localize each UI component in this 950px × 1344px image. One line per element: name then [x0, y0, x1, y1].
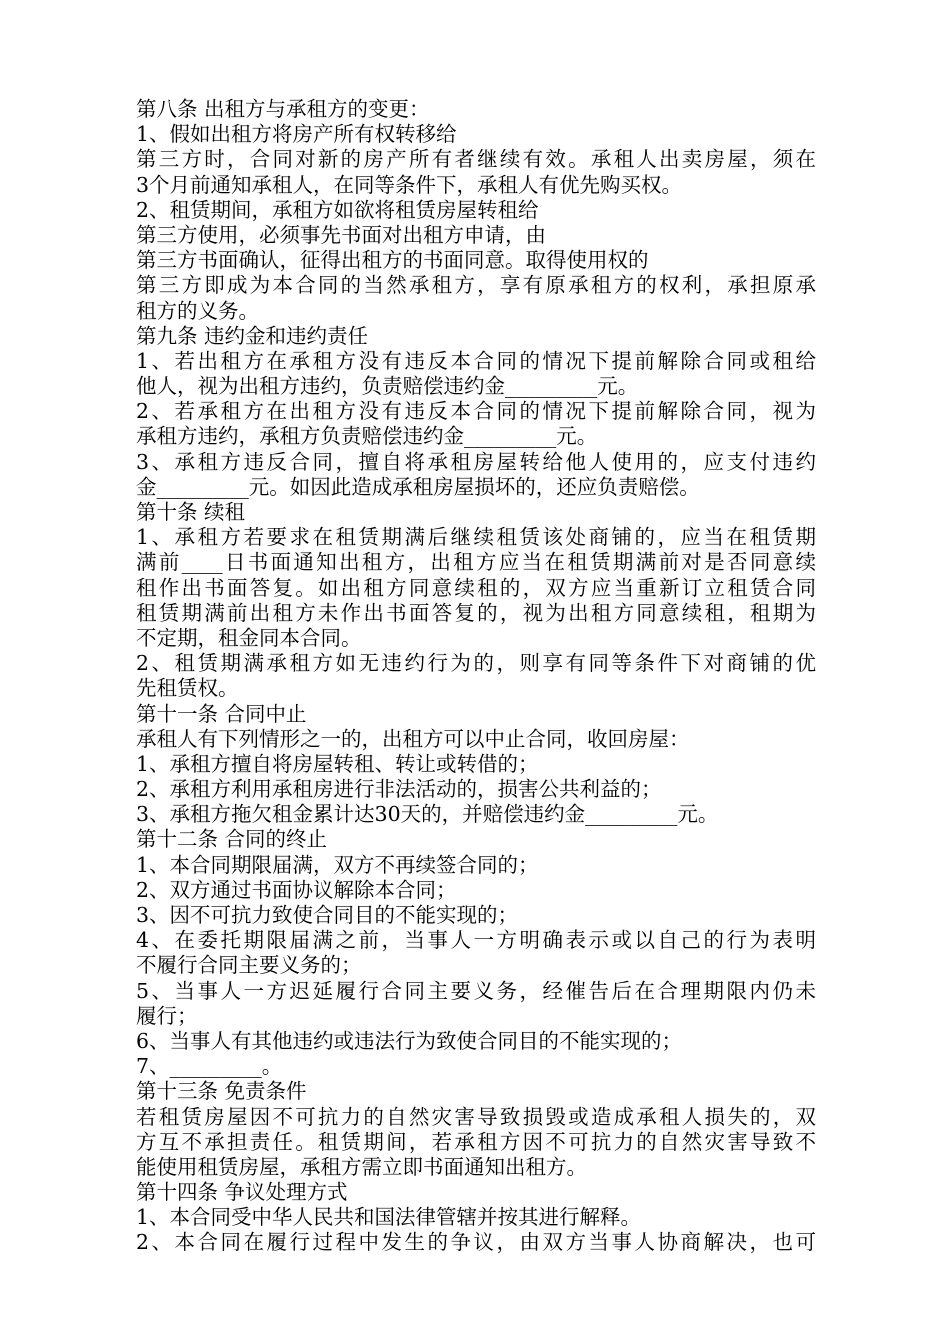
document-line: 第十四条 争议处理方式: [136, 1180, 348, 1205]
document-line: 承租方违约，承租方负责赔偿违约金_________元。: [136, 424, 598, 449]
document-line: 先租赁权。: [136, 676, 239, 701]
document-body: [136, 97, 816, 1256]
document-line: 第八条 出租方与承租方的变更：: [136, 97, 430, 121]
document-line: 1、承租方擅自将房屋转租、转让或转借的；: [136, 751, 539, 776]
document-line: 能使用租赁房屋，承租方需立即书面通知出租方。: [136, 1154, 587, 1179]
document-line: 履行；: [136, 1003, 198, 1028]
document-line: 不履行合同主要义务的；: [136, 953, 362, 978]
document-line: 他人，视为出租方违约，负责赔偿违约金_________元。: [136, 374, 639, 399]
document-line: 2、本合同在履行过程中发生的争议，由双方当事人协商解决，也可: [136, 1230, 816, 1255]
document-line: 第三方书面确认，征得出租方的书面同意。取得使用权的: [136, 248, 649, 273]
document-line: 2、若承租方在出租方没有违反本合同的情况下提前解除合同，视为: [136, 399, 816, 424]
document-line: 2、租赁期间，承租方如欲将租赁房屋转租给: [136, 197, 539, 222]
document-line: 3个月前通知承租人，在同等条件下，承租人有优先购买权。: [136, 172, 683, 197]
document-line: 金_________元。如因此造成承租房屋损坏的，还应负责赔偿。: [136, 474, 700, 499]
document-line: 承租人有下列情形之一的，出租方可以中止合同，收回房屋：: [136, 726, 690, 751]
document-line: 1、承租方若要求在租赁期满后继续租赁该处商铺的，应当在租赁期: [136, 525, 816, 550]
document-line: 第十一条 合同中止: [136, 701, 307, 726]
document-line: 2、租赁期满承租方如无违约行为的，则享有同等条件下对商铺的优: [136, 651, 816, 676]
document-line: 第九条 违约金和违约责任: [136, 323, 369, 348]
document-line: 3、因不可抗力致使合同目的不能实现的；: [136, 903, 519, 927]
document-line: 5、当事人一方迟延履行合同主要义务，经催告后在合理期限内仍未: [136, 978, 816, 1003]
document-line: 租作出书面答复。如出租方同意续租的，双方应当重新订立租赁合同: [136, 575, 816, 600]
document-line: 租方的义务。: [136, 298, 259, 323]
document-line: 3、承租方拖欠租金累计达30天的，并赔偿违约金_________元。: [136, 802, 719, 827]
document-line: 2、承租方利用承租房进行非法活动的，损害公共利益的；: [136, 777, 662, 802]
document-line: 3、承租方违反合同，擅自将承租房屋转给他人使用的，应支付违约: [136, 449, 816, 474]
document-line: 第三方时，合同对新的房产所有者继续有效。承租人出卖房屋，须在: [136, 147, 816, 172]
document-line: 1、假如出租方将房产所有权转移给: [136, 122, 457, 147]
document-line: 2、双方通过书面协议解除本合同；: [136, 877, 457, 902]
document-line: 第十条 续租: [136, 500, 246, 524]
document-line: 7、_________。: [136, 1054, 283, 1079]
document-line: 1、若出租方在承租方没有违反本合同的情况下提前解除合同或租给: [136, 348, 816, 373]
document-line: 方互不承担责任。租赁期间，若承租方因不可抗力的自然灾害导致不: [136, 1129, 816, 1154]
document-line: 若租赁房屋因不可抗力的自然灾害导致损毁或造成承租人损失的，双: [136, 1104, 816, 1129]
document-line: 第三方即成为本合同的当然承租方，享有原承租方的权利，承担原承: [136, 273, 816, 298]
document-line: 第十三条 免责条件: [136, 1079, 307, 1104]
document-line: 第十二条 合同的终止: [136, 827, 328, 852]
document-line: 满前____日书面通知出租方，出租方应当在租赁期满前对是否同意续: [136, 550, 816, 575]
document-line: 1、本合同受中华人民共和国法律管辖并按其进行解释。: [136, 1205, 642, 1230]
document-line: 1、本合同期限届满，双方不再续签合同的；: [136, 852, 539, 877]
document-line: 租赁期满前出租方未作出书面答复的，视为出租方同意续租，租期为: [136, 600, 816, 625]
document-line: 6、当事人有其他违约或违法行为致使合同目的不能实现的；: [136, 1028, 683, 1053]
document-line: 不定期，租金同本合同。: [136, 625, 362, 650]
document-line: 第三方使用，必须事先书面对出租方申请，由: [136, 222, 546, 247]
document-line: 4、在委托期限届满之前，当事人一方明确表示或以自己的行为表明: [136, 928, 816, 953]
